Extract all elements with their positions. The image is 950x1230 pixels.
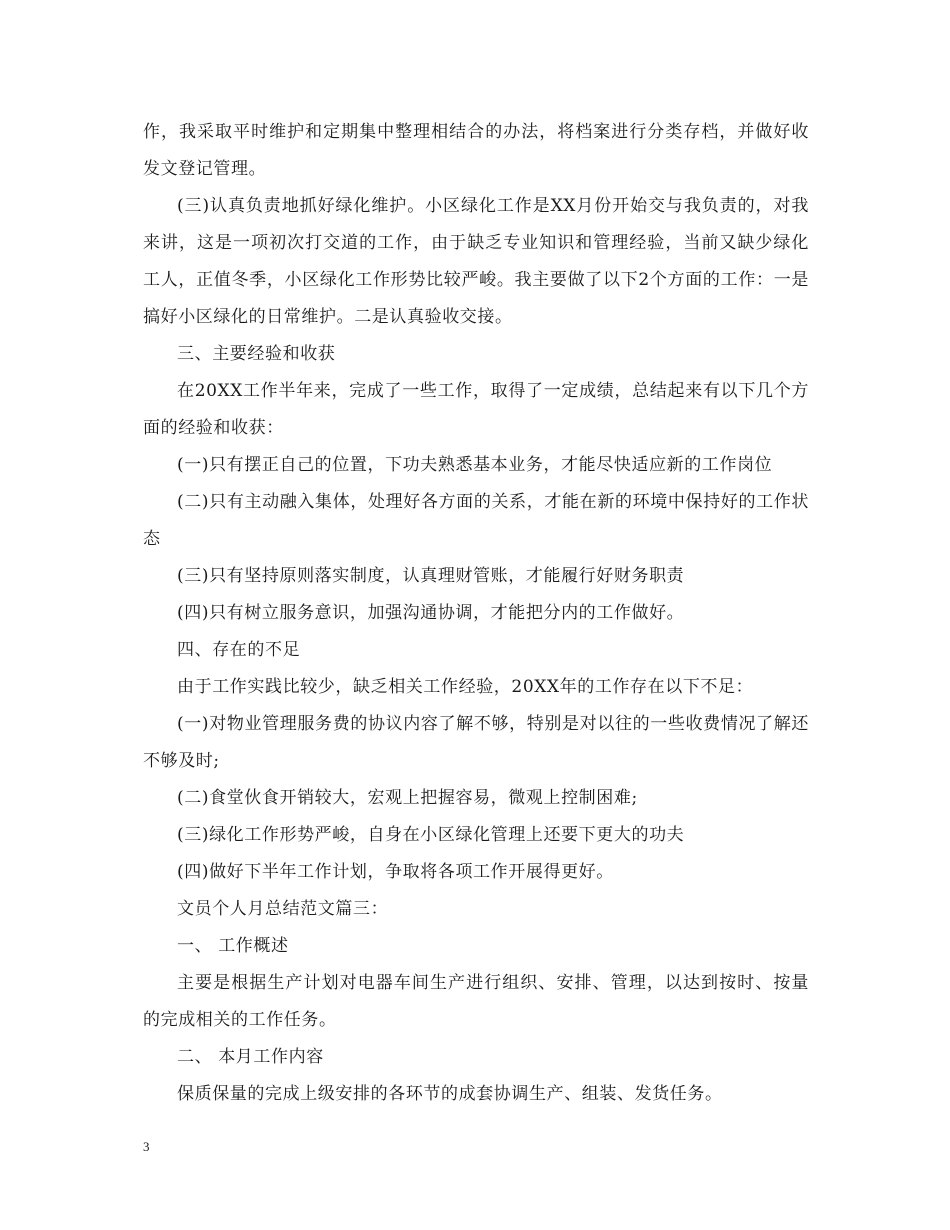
article-title-part-three: 文员个人月总结范文篇三： xyxy=(177,899,389,919)
paragraph-work-overview: 主要是根据生产计划对电器车间生产进行组织、安排、管理，以达到按时、按量的完成相关的工作任务。 xyxy=(143,973,809,1030)
list-item-experience-2: (二)只有主动融入集体，处理好各方面的关系，才能在新的环境中保持好的工作状态 xyxy=(143,492,809,549)
list-item-experience-3: (三)只有坚持原则落实制度，认真理财管账，才能履行好财务职责 xyxy=(177,566,685,586)
section-heading-shortcomings: 四、存在的不足 xyxy=(177,640,301,660)
section-heading-work-overview: 一、 工作概述 xyxy=(177,936,289,956)
list-item-experience-4: (四)只有树立服务意识，加强沟通协调，才能把分内的工作做好。 xyxy=(177,603,685,623)
paragraph-shortcomings-intro: 由于工作实践比较少，缺乏相关工作经验，20XX年的工作存在以下不足： xyxy=(177,677,754,697)
paragraph-greening-maintenance: (三)认真负责地抓好绿化维护。小区绿化工作是XX月份开始交与我负责的，对我来讲，这是一项初次打交道的工作，由于缺乏专业知识和管理经验，当前又缺少绿化工人，正值冬季，小区绿化工作形势比较严峻。我主要做了以下2个方面的工作：一是搞好小区绿化的日常维护。二是认真验收交接。 xyxy=(143,196,809,327)
section-heading-experience: 三、主要经验和收获 xyxy=(177,344,336,364)
paragraph-continuation: 作，我采取平时维护和定期集中整理相结合的办法，将档案进行分类存档，并做好收发文登记管理。 xyxy=(143,122,809,179)
paragraph-monthly-work: 保质保量的完成上级安排的各环节的成套协调生产、组装、发货任务。 xyxy=(177,1084,723,1104)
paragraph-experience-intro: 在20XX工作半年来，完成了一些工作，取得了一定成绩，总结起来有以下几个方面的经验和收获： xyxy=(143,381,809,438)
page-number: 3 xyxy=(143,1139,150,1154)
list-item-shortcoming-4: (四)做好下半年工作计划，争取将各项工作开展得更好。 xyxy=(177,862,614,882)
document-body xyxy=(143,114,809,1113)
section-heading-monthly-work: 二、 本月工作内容 xyxy=(177,1047,324,1067)
list-item-shortcoming-2: (二)食堂伙食开销较大，宏观上把握容易，微观上控制困难; xyxy=(177,788,638,808)
list-item-experience-1: (一)只有摆正自己的位置，下功夫熟悉基本业务，才能尽快适应新的工作岗位 xyxy=(177,455,773,475)
list-item-shortcoming-3: (三)绿化工作形势严峻，自身在小区绿化管理上还要下更大的功夫 xyxy=(177,825,685,845)
list-item-shortcoming-1: (一)对物业管理服务费的协议内容了解不够，特别是对以往的一些收费情况了解还不够及时; xyxy=(143,714,809,771)
